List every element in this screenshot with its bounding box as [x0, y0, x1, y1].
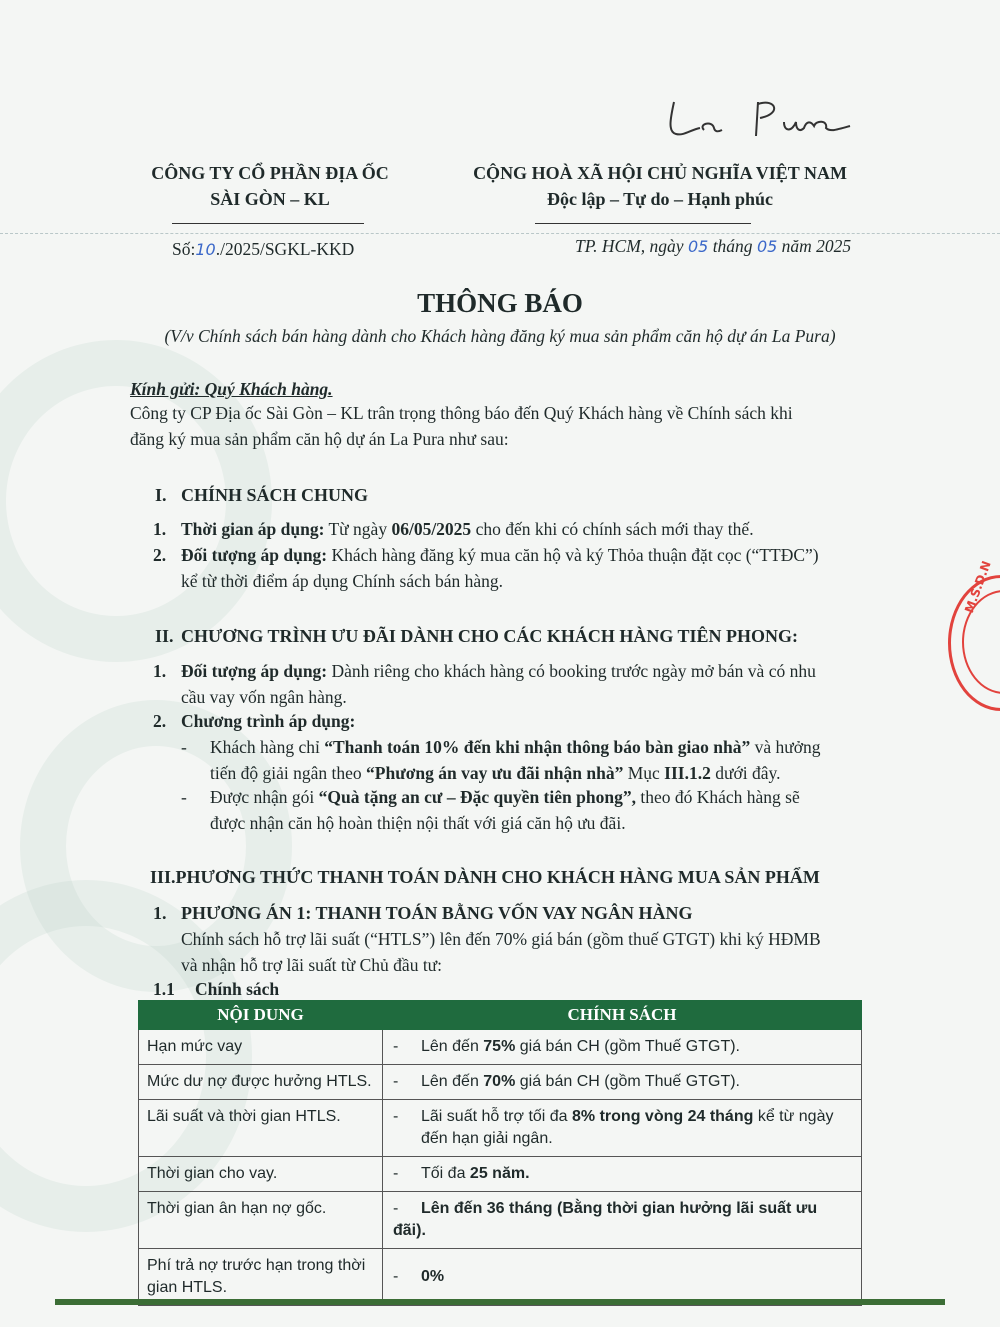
row-label: Hạn mức vay: [139, 1030, 383, 1065]
section-2-heading: [155, 623, 798, 649]
row-policy: [383, 1157, 862, 1192]
policy-table: [138, 1000, 862, 1306]
bullet-dash: -: [181, 737, 187, 757]
table-row: [139, 1192, 862, 1249]
bullet-text: Khách hàng chỉ: [210, 737, 325, 757]
row-policy: [383, 1100, 862, 1157]
label-line: gian HTLS.: [147, 1279, 228, 1296]
company-underline: [172, 223, 364, 224]
table-row: [139, 1030, 862, 1065]
column-header-policy: CHÍNH SÁCH: [383, 1001, 862, 1030]
row-policy: [383, 1249, 862, 1306]
item-label: Thời gian áp dụng:: [181, 519, 325, 539]
policy-text: Tối đa: [421, 1165, 470, 1182]
logo-text: La Pura: [660, 148, 664, 149]
dash: -: [393, 1165, 399, 1182]
option-title: PHƯƠNG ÁN 1: THANH TOÁN BẰNG VỐN VAY NGÂN HÀNG: [181, 903, 693, 923]
subsection-title: Chính sách: [195, 979, 280, 999]
dash: -: [393, 1038, 399, 1055]
row-policy: [383, 1065, 862, 1100]
table-row: [139, 1065, 862, 1100]
row-label: Thời gian cho vay.: [139, 1157, 383, 1192]
bullet-text-bold: “Phương án vay ưu đãi nhận nhà”: [366, 763, 624, 783]
item-text: cho đến khi có chính sách mới thay thế.: [471, 519, 754, 539]
subsection-num: 1.1: [153, 979, 175, 999]
bullet-text: theo đó Khách hàng sẽ: [635, 787, 800, 807]
section-2-item-2: [153, 708, 355, 734]
subsection-1-1: [153, 976, 279, 1002]
section-3-title: PHƯƠNG THỨC THANH TOÁN DÀNH CHO KHÁCH HÀNG MUA SẢN PHẨM: [175, 867, 820, 887]
bullet-text: Được nhận gói: [210, 787, 319, 807]
item-num: 2.: [153, 545, 167, 565]
column-header-content: NỘI DUNG: [139, 1001, 383, 1030]
bullet-text: Mục: [623, 763, 665, 783]
bullet-1: [181, 734, 820, 760]
item-text: Dành riêng cho khách hàng có booking trước ngày mở bán và có nhu: [327, 661, 816, 681]
dash: -: [393, 1268, 399, 1285]
table-row: [139, 1249, 862, 1306]
greeting: [130, 376, 333, 402]
table-row: [139, 1157, 862, 1192]
document-title: THÔNG BÁO: [417, 288, 583, 318]
document-number: [172, 237, 354, 262]
nation-line-1: CỘNG HOÀ XÃ HỘI CHỦ NGHĨA VIỆT NAM: [473, 163, 847, 183]
bullet-text: dưới đây.: [710, 763, 781, 783]
bullet-text-bold: III.1.2: [664, 763, 711, 783]
policy-text: Lãi suất hỗ trợ tối đa: [421, 1108, 573, 1125]
row-label: Mức dư nợ được hưởng HTLS.: [139, 1065, 383, 1100]
company-line-2: SÀI GÒN – KL: [210, 189, 330, 209]
section-2-title: CHƯƠNG TRÌNH ƯU ĐÃI DÀNH CHO CÁC KHÁCH HÀNG TIÊN PHONG:: [181, 626, 799, 646]
dash: -: [393, 1200, 399, 1217]
bullet-2: [181, 784, 800, 810]
doc-number-handwritten: 10: [195, 240, 216, 259]
row-label: Lãi suất và thời gian HTLS.: [139, 1100, 383, 1157]
bullet-text-bold: “Thanh toán 10% đến khi nhận thông báo bàn giao nhà”: [324, 737, 751, 757]
bullet-2-line-2: được nhận căn hộ hoàn thiện nội thất với giá căn hộ ưu đãi.: [210, 813, 626, 833]
section-1-item-1: [153, 516, 754, 542]
bullet-text: tiến độ giải ngân theo: [210, 763, 367, 783]
bullet-text-bold: “Quà tặng an cư – Đặc quyền tiên phong”,: [318, 787, 636, 807]
policy-text: đến hạn giải ngân.: [421, 1130, 553, 1147]
policy-text: kể từ ngày: [753, 1108, 834, 1125]
section-1-heading: [155, 482, 368, 508]
policy-text-bold: Lên đến 36 tháng (Bằng thời gian hưởng lãi suất ưu đãi).: [393, 1200, 818, 1239]
company-line-1: CÔNG TY CỔ PHẦN ĐỊA ỐC: [151, 163, 389, 183]
date-month-label: tháng: [712, 236, 753, 256]
label-line: Phí trả nợ trước hạn trong thời: [147, 1257, 366, 1274]
item-label: Đối tượng áp dụng:: [181, 545, 328, 565]
policy-text: Lên đến: [421, 1038, 484, 1055]
dash: -: [393, 1108, 399, 1125]
section-3-heading: [150, 864, 820, 890]
table-header-row: [139, 1001, 862, 1030]
section-2-item-1: [153, 658, 816, 684]
row-label: Thời gian ân hạn nợ gốc.: [139, 1192, 383, 1249]
item-num: 1.: [153, 661, 167, 681]
item-num: 1.: [153, 519, 167, 539]
seal-text: M.S.D.N: [962, 559, 994, 615]
policy-text: giá bán CH (gồm Thuế GTGT).: [515, 1038, 740, 1055]
item-date: 06/05/2025: [391, 519, 472, 539]
policy-text: Lên đến: [421, 1073, 484, 1090]
item-label: Chương trình áp dụng:: [181, 711, 356, 731]
company-name: [130, 160, 410, 212]
policy-text-bold: 0%: [421, 1268, 445, 1285]
row-label: [139, 1249, 383, 1306]
bullet-1-line-2: [210, 760, 780, 786]
section-1-title: CHÍNH SÁCH CHUNG: [181, 485, 369, 505]
intro-line-1: Công ty CP Địa ốc Sài Gòn – KL trân trọng thông báo đến Quý Khách hàng về Chính sách khi: [130, 403, 793, 423]
policy-text-bold: 25 năm.: [469, 1165, 530, 1182]
doc-number-suffix: ./2025/SGKL-KKD: [215, 239, 355, 259]
section-1-num: I.: [155, 485, 167, 505]
option-1-line-1: Chính sách hỗ trợ lãi suất (“HTLS”) lên đến 70% giá bán (gồm thuế GTGT) khi ký HĐMB: [181, 929, 821, 949]
policy-text: giá bán CH (gồm Thuế GTGT).: [515, 1073, 740, 1090]
policy-text-bold: 70%: [483, 1073, 516, 1090]
section-2-num: II.: [155, 626, 174, 646]
section-1-item-2: [153, 542, 819, 568]
table-row: [139, 1100, 862, 1157]
nation-line-2: Độc lập – Tự do – Hạnh phúc: [546, 189, 774, 209]
bullet-dash: -: [181, 787, 187, 807]
date-day: 05: [687, 237, 709, 256]
item-text: Từ ngày: [324, 519, 392, 539]
date-year: năm 2025: [781, 236, 852, 256]
intro-line-2: đăng ký mua sản phẩm căn hộ dự án La Pura như sau:: [130, 429, 509, 449]
option-1-heading: [153, 900, 693, 926]
motto-underline: [535, 223, 751, 224]
option-1-line-2: và nhận hỗ trợ lãi suất từ Chủ đầu tư:: [181, 955, 443, 975]
policy-text-bold: 8% trong vòng 24 tháng: [572, 1108, 754, 1125]
option-num: 1.: [153, 903, 167, 923]
row-policy: [383, 1192, 862, 1249]
section-1-item-2-line-2: kể từ thời điểm áp dụng Chính sách bán hàng.: [181, 571, 504, 591]
document-date: [575, 234, 851, 259]
doc-number-prefix: Số:: [172, 239, 196, 259]
date-month: 05: [756, 237, 778, 256]
national-motto: [440, 160, 880, 212]
item-num: 2.: [153, 711, 167, 731]
greeting-text: Kính gửi: Quý Khách hàng.: [130, 379, 333, 399]
section-2-item-1-line-2: cầu vay vốn ngân hàng.: [181, 687, 347, 707]
date-prefix: TP. HCM, ngày: [575, 236, 684, 256]
dash: -: [393, 1073, 399, 1090]
bullet-text: và hưởng: [750, 737, 821, 757]
section-3-num: III.: [150, 867, 176, 887]
item-text: Khách hàng đăng ký mua căn hộ và ký Thỏa thuận đặt cọc (“TTĐC”): [327, 545, 819, 565]
la-pura-logo: [660, 90, 860, 150]
row-policy: [383, 1030, 862, 1065]
policy-text-bold: 75%: [483, 1038, 516, 1055]
footer-rule: [55, 1299, 945, 1305]
item-label: Đối tượng áp dụng:: [181, 661, 328, 681]
document-subtitle: (V/v Chính sách bán hàng dành cho Khách hàng đăng ký mua sản phẩm căn hộ dự án La Pura): [164, 326, 836, 346]
